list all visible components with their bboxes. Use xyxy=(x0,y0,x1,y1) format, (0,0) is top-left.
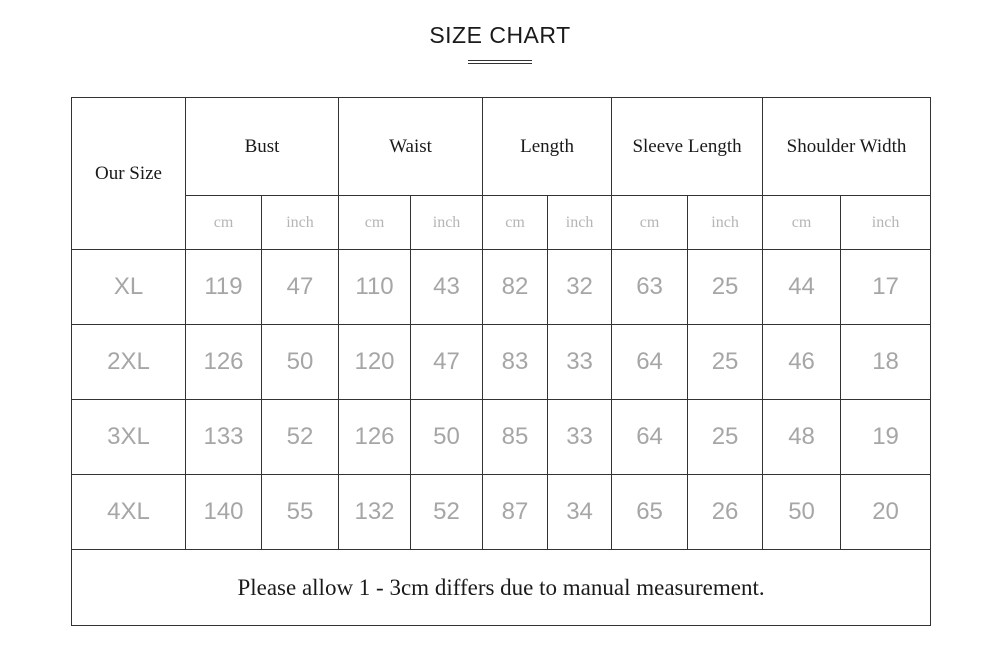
unit-cm: cm xyxy=(339,196,411,250)
table-row xyxy=(72,325,931,400)
unit-cm: cm xyxy=(186,196,262,250)
size-column-header: Our Size xyxy=(72,98,186,250)
unit-inch: inch xyxy=(548,196,612,250)
unit-inch: inch xyxy=(411,196,483,250)
value-cell: 18 xyxy=(841,325,931,400)
value-cell: 25 xyxy=(688,250,763,325)
value-cell: 132 xyxy=(339,475,411,550)
unit-cm: cm xyxy=(763,196,841,250)
value-cell: 126 xyxy=(339,400,411,475)
value-cell: 34 xyxy=(548,475,612,550)
table-row xyxy=(72,400,931,475)
unit-inch: inch xyxy=(841,196,931,250)
value-cell: 33 xyxy=(548,400,612,475)
unit-cm: cm xyxy=(612,196,688,250)
shoulder-width-header: Shoulder Width xyxy=(763,98,931,196)
value-cell: 47 xyxy=(411,325,483,400)
page-title: SIZE CHART xyxy=(429,22,571,48)
value-cell: 25 xyxy=(688,400,763,475)
bust-header: Bust xyxy=(186,98,339,196)
value-cell: 50 xyxy=(763,475,841,550)
value-cell: 52 xyxy=(262,400,339,475)
size-cell: XL xyxy=(72,250,186,325)
measurement-note: Please allow 1 - 3cm differs due to manual measurement. xyxy=(72,550,931,626)
value-cell: 26 xyxy=(688,475,763,550)
value-cell: 46 xyxy=(763,325,841,400)
size-chart-table xyxy=(71,97,931,626)
value-cell: 47 xyxy=(262,250,339,325)
header-row xyxy=(72,98,931,196)
value-cell: 50 xyxy=(262,325,339,400)
sleeve-length-header: Sleeve Length xyxy=(612,98,763,196)
value-cell: 133 xyxy=(186,400,262,475)
value-cell: 120 xyxy=(339,325,411,400)
value-cell: 87 xyxy=(483,475,548,550)
value-cell: 43 xyxy=(411,250,483,325)
value-cell: 82 xyxy=(483,250,548,325)
value-cell: 85 xyxy=(483,400,548,475)
value-cell: 55 xyxy=(262,475,339,550)
value-cell: 17 xyxy=(841,250,931,325)
unit-inch: inch xyxy=(688,196,763,250)
title-underline xyxy=(468,60,532,61)
value-cell: 25 xyxy=(688,325,763,400)
value-cell: 48 xyxy=(763,400,841,475)
value-cell: 20 xyxy=(841,475,931,550)
value-cell: 32 xyxy=(548,250,612,325)
value-cell: 44 xyxy=(763,250,841,325)
value-cell: 63 xyxy=(612,250,688,325)
value-cell: 50 xyxy=(411,400,483,475)
unit-cm: cm xyxy=(483,196,548,250)
value-cell: 64 xyxy=(612,400,688,475)
note-row xyxy=(72,550,931,626)
value-cell: 140 xyxy=(186,475,262,550)
value-cell: 33 xyxy=(548,325,612,400)
table-row xyxy=(72,475,931,550)
waist-header: Waist xyxy=(339,98,483,196)
value-cell: 64 xyxy=(612,325,688,400)
table-row xyxy=(72,250,931,325)
value-cell: 65 xyxy=(612,475,688,550)
value-cell: 83 xyxy=(483,325,548,400)
value-cell: 119 xyxy=(186,250,262,325)
size-cell: 4XL xyxy=(72,475,186,550)
value-cell: 19 xyxy=(841,400,931,475)
value-cell: 110 xyxy=(339,250,411,325)
title-underline xyxy=(468,63,532,64)
size-cell: 2XL xyxy=(72,325,186,400)
unit-inch: inch xyxy=(262,196,339,250)
size-cell: 3XL xyxy=(72,400,186,475)
value-cell: 126 xyxy=(186,325,262,400)
value-cell: 52 xyxy=(411,475,483,550)
unit-row xyxy=(72,196,931,250)
length-header: Length xyxy=(483,98,612,196)
